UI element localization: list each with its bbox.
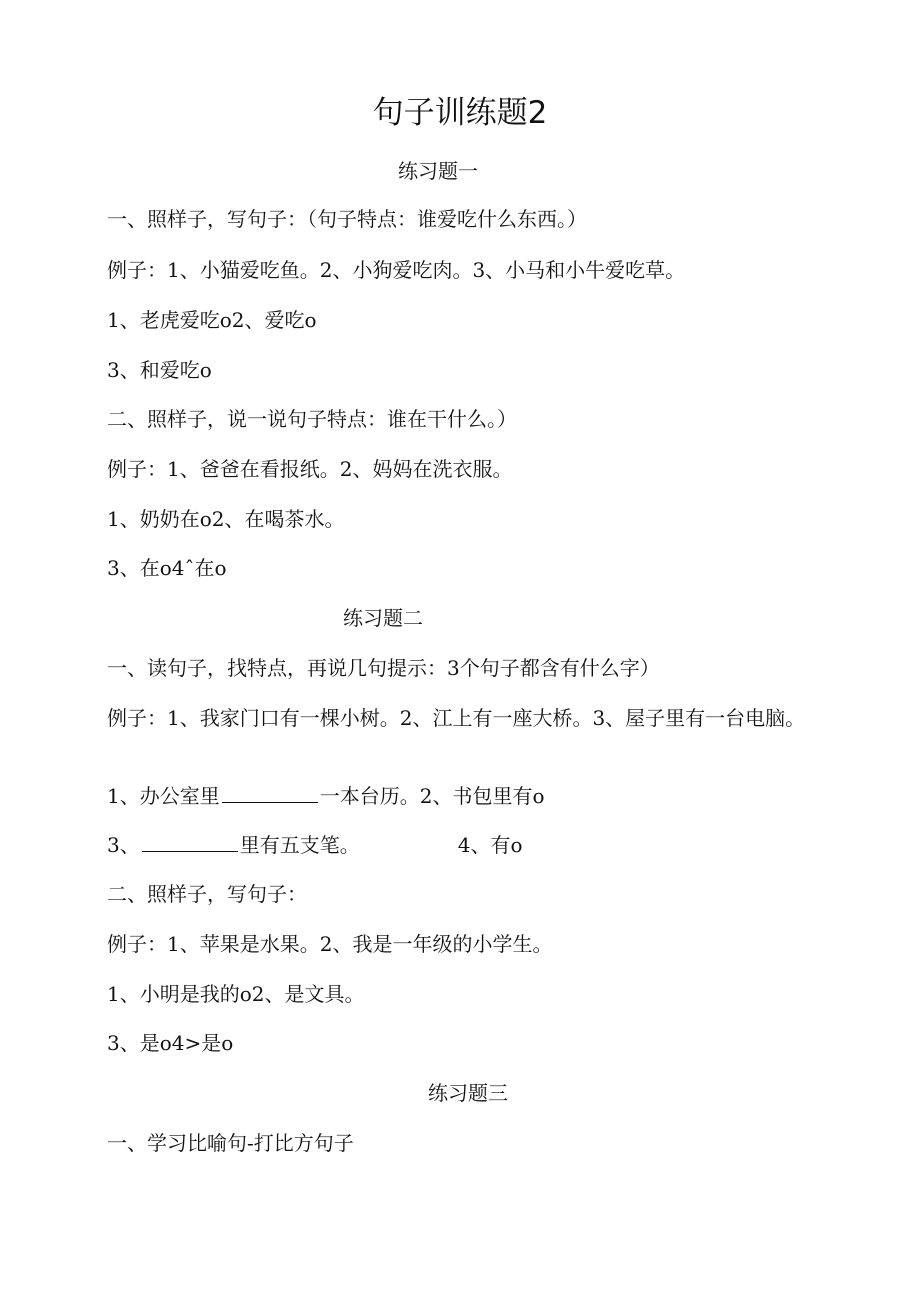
- document-title: 句子训练题2: [372, 95, 548, 131]
- exercise-2-line-6: 例子：1、苹果是水果。2、我是一年级的小学生。: [107, 932, 553, 956]
- line-4-end: 4、有o: [457, 833, 523, 857]
- exercise-1-line-1: 一、照样子，写句子：（句子特点：谁爱吃什么东西。）: [107, 207, 587, 231]
- exercise-2-line-5: 二、照样子，写句子：: [107, 882, 307, 906]
- exercise-2-heading: 练习题二: [343, 606, 423, 630]
- exercise-1-line-5: 二、照样子，说一说句子特点：谁在干什么。）: [107, 407, 517, 431]
- exercise-1-line-7: 1、奶奶在o2、在喝茶水。: [107, 507, 345, 531]
- exercise-1-line-8: 3、在o4ˆ在o: [107, 556, 227, 580]
- answer-blank[interactable]: [222, 782, 318, 803]
- exercise-1-heading: 练习题一: [398, 159, 478, 183]
- line-4-start: 3、: [107, 833, 140, 857]
- exercise-1-line-3: 1、老虎爱吃o2、爱吃o: [107, 308, 317, 332]
- exercise-2-line-1: 一、读句子，找特点，再说几句提示：3个句子都含有什么字）: [107, 656, 660, 680]
- exercise-3-line-1: 一、学习比喻句-打比方句子: [107, 1131, 354, 1155]
- exercise-1-line-4: 3、和爱吃o: [107, 358, 212, 382]
- answer-blank[interactable]: [142, 831, 238, 852]
- exercise-2-line-2: 例子：1、我家门口有一棵小树。2、江上有一座大桥。3、屋子里有一台电脑。: [107, 706, 806, 730]
- exercise-1-line-6: 例子：1、爸爸在看报纸。2、妈妈在洗衣服。: [107, 457, 513, 481]
- exercise-1-line-2: 例子：1、小猫爱吃鱼。2、小狗爱吃肉。3、小马和小牛爱吃草。: [107, 258, 686, 282]
- exercise-2-line-3: [107, 782, 545, 810]
- exercise-2-line-4: [107, 831, 523, 859]
- exercise-2-line-8: 3、是o4>是o: [107, 1031, 234, 1055]
- line-3-start: 1、办公室里: [107, 784, 220, 808]
- exercise-3-heading: 练习题三: [428, 1081, 508, 1105]
- line-4-middle: 里有五支笔。: [239, 833, 360, 857]
- line-3-end: 一本台历。2、书包里有o: [319, 784, 545, 808]
- exercise-2-line-7: 1、小明是我的o2、是文具。: [107, 982, 365, 1006]
